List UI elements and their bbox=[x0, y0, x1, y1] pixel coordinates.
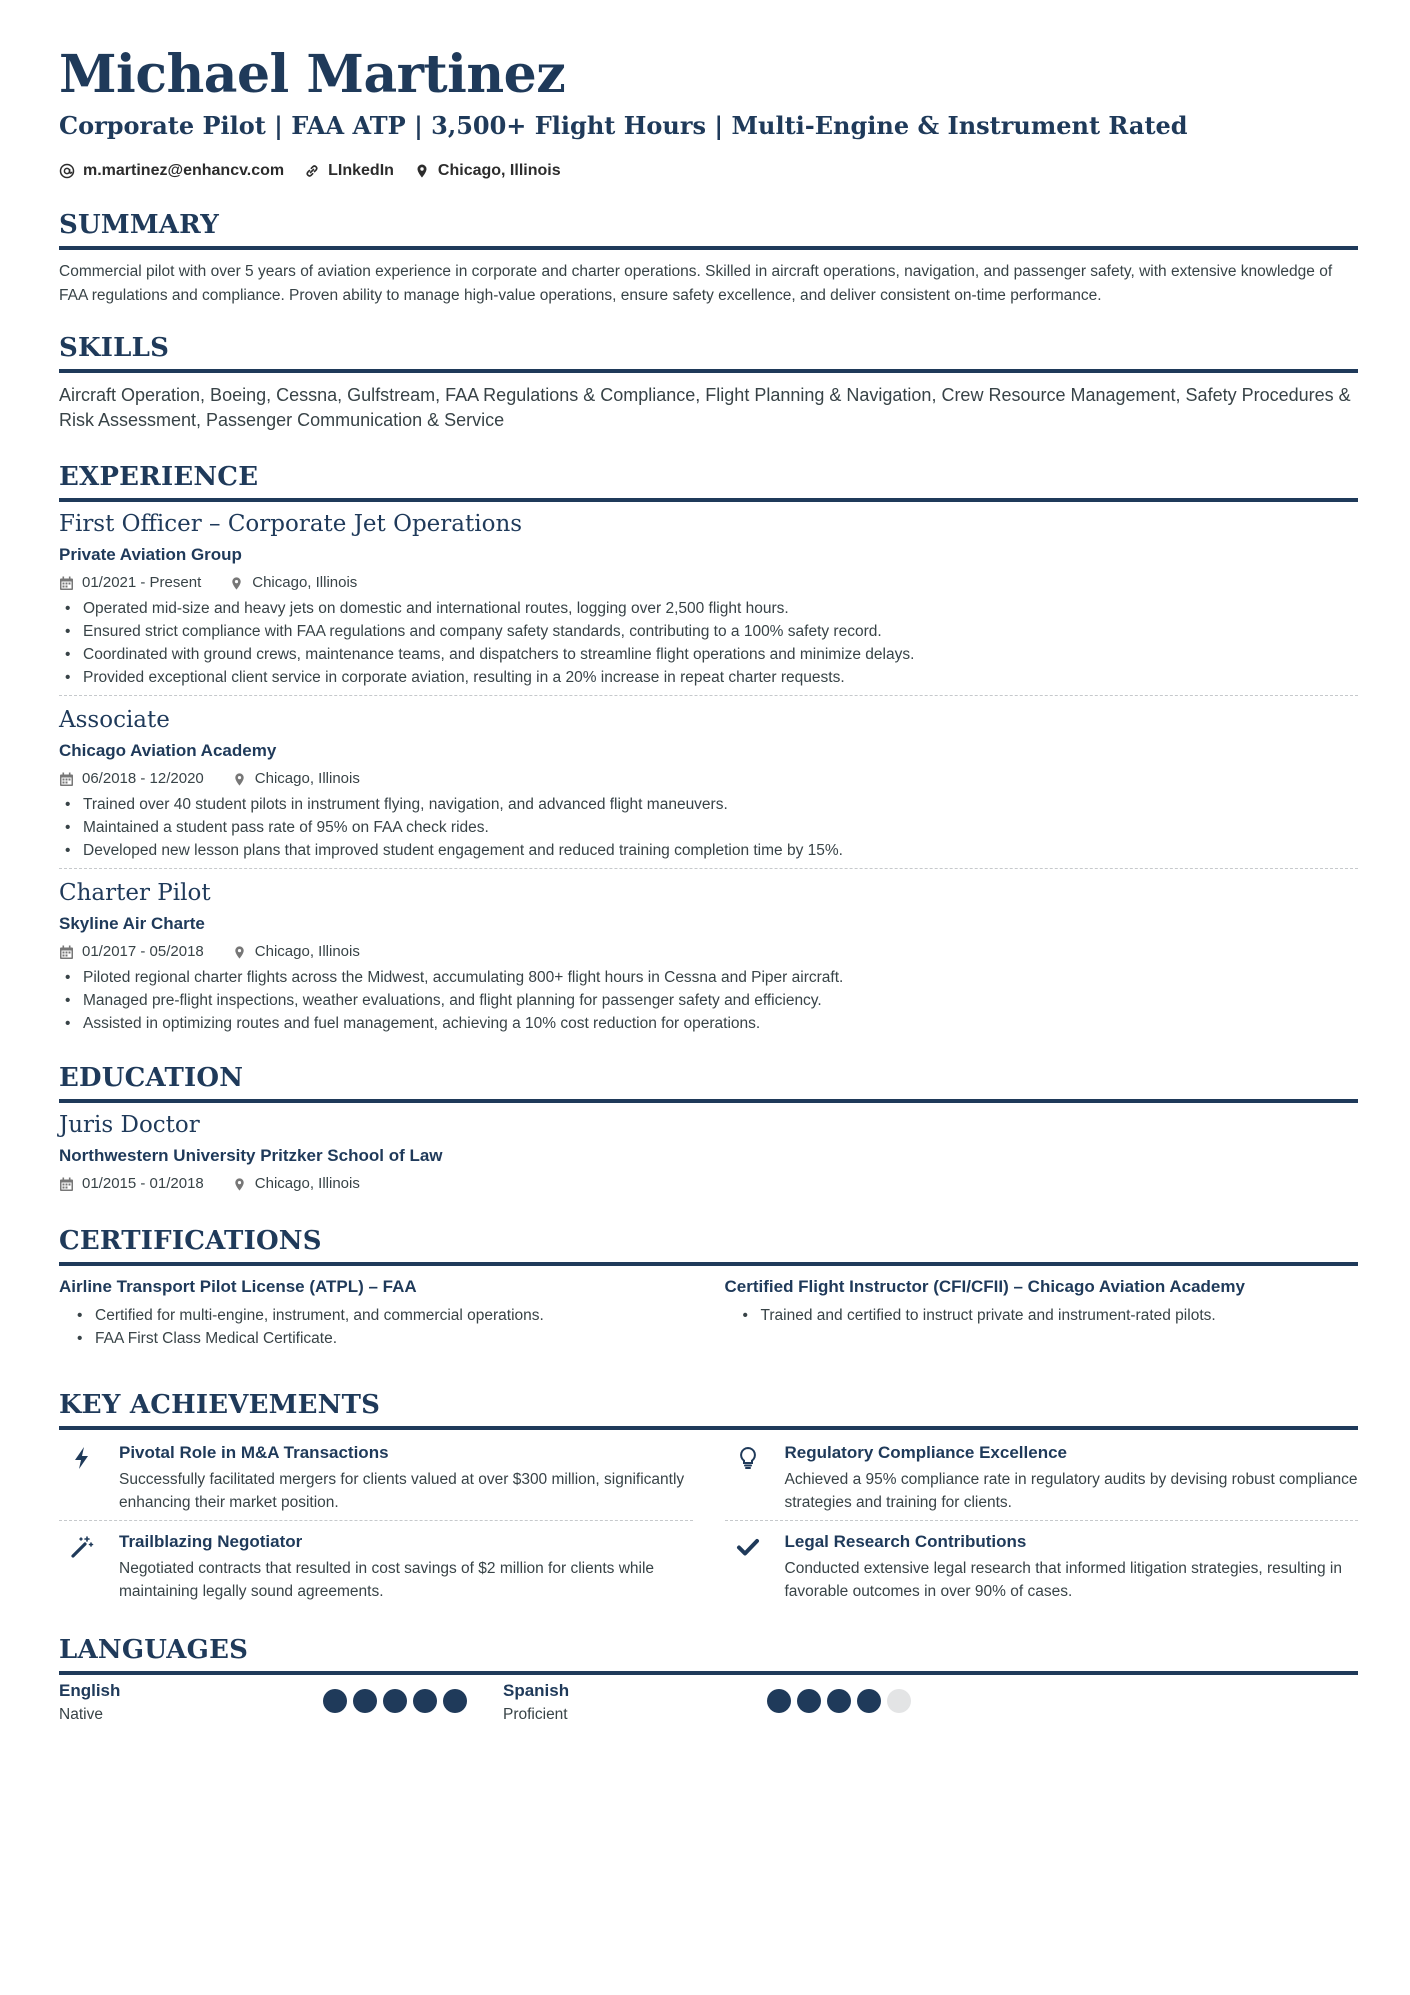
calendar-icon bbox=[59, 1177, 74, 1192]
achievement-title: Legal Research Contributions bbox=[784, 1532, 1027, 1551]
job-meta bbox=[59, 571, 1358, 595]
contact-linkedin-text: LInkedIn bbox=[328, 162, 394, 179]
rating-dot-filled bbox=[797, 1689, 821, 1713]
job-entry bbox=[59, 695, 1358, 868]
achievements-grid bbox=[59, 1436, 1358, 1609]
achievements-section bbox=[59, 1388, 1358, 1609]
certification-bullets bbox=[725, 1304, 1359, 1327]
rating-dot-filled bbox=[323, 1689, 347, 1713]
language-rating bbox=[323, 1679, 467, 1727]
job-bullets bbox=[59, 793, 1358, 862]
contact-email[interactable] bbox=[59, 162, 284, 180]
rating-dot-filled bbox=[353, 1689, 377, 1713]
language-rating bbox=[767, 1679, 911, 1727]
achievements-heading: KEY ACHIEVEMENTS bbox=[59, 1390, 381, 1420]
languages-row bbox=[59, 1679, 1358, 1727]
skills-text: Aircraft Operation, Boeing, Cessna, Gulfstream, FAA Regulations & Compliance, Flight Planning & Navigation, Crew Resource Management, Safety Procedures & Risk Assessment, Passenger Communication & Service bbox=[59, 385, 1351, 430]
education-dates-text: 01/2015 - 01/2018 bbox=[82, 1175, 204, 1192]
rating-dot-filled bbox=[383, 1689, 407, 1713]
location-pin-icon bbox=[414, 163, 430, 179]
language-level: Native bbox=[59, 1706, 103, 1723]
certification-title: Airline Transport Pilot License (ATPL) – FAA bbox=[59, 1277, 417, 1296]
job-bullet: • Assisted in optimizing routes and fuel management, achieving a 10% cost reduction for operations. bbox=[59, 1012, 1358, 1035]
language-text bbox=[503, 1679, 767, 1727]
job-bullet: • Ensured strict compliance with FAA regulations and company safety standards, contributing to a 100% safety record. bbox=[59, 620, 1358, 643]
section-divider bbox=[59, 1671, 1358, 1675]
achievement-title: Trailblazing Negotiator bbox=[119, 1532, 303, 1551]
language-text bbox=[59, 1679, 323, 1727]
job-location bbox=[232, 767, 360, 791]
rating-dot-filled bbox=[827, 1689, 851, 1713]
language-item bbox=[59, 1679, 503, 1727]
job-meta bbox=[59, 767, 1358, 791]
job-location-text: Chicago, Illinois bbox=[254, 770, 360, 787]
section-divider bbox=[59, 369, 1358, 373]
certifications-heading: CERTIFICATIONS bbox=[59, 1226, 322, 1256]
language-name: Spanish bbox=[503, 1681, 570, 1700]
certifications-section bbox=[59, 1224, 1358, 1350]
job-dates bbox=[59, 940, 204, 964]
job-company: Private Aviation Group bbox=[59, 545, 242, 564]
lightbulb-icon bbox=[736, 1446, 760, 1470]
achievement-body bbox=[785, 1529, 1359, 1603]
job-company: Skyline Air Charte bbox=[59, 914, 205, 933]
job-entry bbox=[59, 868, 1358, 1041]
certification-bullet: • Certified for multi-engine, instrument, and commercial operations. bbox=[59, 1304, 693, 1327]
achievement-body bbox=[119, 1529, 693, 1603]
languages-heading: LANGUAGES bbox=[59, 1635, 249, 1665]
education-location-text: Chicago, Illinois bbox=[254, 1175, 360, 1192]
certification-item bbox=[59, 1274, 693, 1350]
job-bullet: • Piloted regional charter flights across the Midwest, accumulating 800+ flight hours in Cessna and Piper aircraft. bbox=[59, 966, 1358, 989]
resume-header bbox=[59, 40, 1358, 182]
education-meta bbox=[59, 1172, 1358, 1196]
achievement-item bbox=[59, 1436, 693, 1521]
achievement-title: Pivotal Role in M&A Transactions bbox=[119, 1443, 389, 1462]
achievement-icon-wrap bbox=[59, 1440, 105, 1514]
location-pin-icon bbox=[229, 576, 244, 591]
section-divider bbox=[59, 1099, 1358, 1103]
contact-bar bbox=[59, 160, 1358, 182]
experience-section bbox=[59, 460, 1358, 1041]
experience-heading: EXPERIENCE bbox=[59, 462, 259, 492]
candidate-headline: Corporate Pilot | FAA ATP | 3,500+ Flight Hours | Multi-Engine & Instrument Rated bbox=[59, 111, 1188, 140]
contact-location-text: Chicago, Illinois bbox=[437, 162, 561, 179]
rating-dot-filled bbox=[857, 1689, 881, 1713]
job-bullets bbox=[59, 966, 1358, 1035]
calendar-icon bbox=[59, 772, 74, 787]
job-title: First Officer – Corporate Jet Operations bbox=[59, 511, 523, 537]
certification-bullets bbox=[59, 1304, 693, 1350]
languages-section bbox=[59, 1633, 1358, 1727]
rating-dot-filled bbox=[767, 1689, 791, 1713]
magic-wand-icon bbox=[70, 1535, 94, 1559]
lightning-bolt-icon bbox=[70, 1446, 94, 1470]
education-heading: EDUCATION bbox=[59, 1063, 244, 1093]
achievement-icon-wrap bbox=[725, 1529, 771, 1603]
skills-heading: SKILLS bbox=[59, 333, 170, 363]
job-location-text: Chicago, Illinois bbox=[254, 943, 360, 960]
job-bullet: • Maintained a student pass rate of 95% on FAA check rides. bbox=[59, 816, 1358, 839]
checkmark-icon bbox=[736, 1535, 760, 1559]
section-divider bbox=[59, 498, 1358, 502]
job-bullet: • Provided exceptional client service in corporate aviation, resulting in a 20% increase in repeat charter requests. bbox=[59, 666, 1358, 689]
certification-title: Certified Flight Instructor (CFI/CFII) – Chicago Aviation Academy bbox=[724, 1277, 1245, 1296]
rating-dot-filled bbox=[413, 1689, 437, 1713]
language-level: Proficient bbox=[503, 1706, 568, 1723]
job-bullet: • Developed new lesson plans that improved student engagement and reduced training completion time by 15%. bbox=[59, 839, 1358, 862]
summary-section bbox=[59, 208, 1358, 307]
rating-dot-filled bbox=[443, 1689, 467, 1713]
job-dates bbox=[59, 767, 204, 791]
section-divider bbox=[59, 1426, 1358, 1430]
job-location bbox=[232, 940, 360, 964]
location-pin-icon bbox=[232, 1177, 247, 1192]
rating-dot-empty bbox=[887, 1689, 911, 1713]
job-location bbox=[229, 571, 357, 595]
section-divider bbox=[59, 1262, 1358, 1266]
job-bullet: • Operated mid-size and heavy jets on domestic and international routes, logging over 2,500 flight hours. bbox=[59, 597, 1358, 620]
certification-item bbox=[725, 1274, 1359, 1350]
link-icon bbox=[304, 163, 320, 179]
job-company: Chicago Aviation Academy bbox=[59, 741, 277, 760]
education-degree: Juris Doctor bbox=[59, 1112, 200, 1138]
achievement-icon-wrap bbox=[59, 1529, 105, 1603]
education-location bbox=[232, 1172, 360, 1196]
education-dates bbox=[59, 1172, 204, 1196]
achievement-desc: Successfully facilitated mergers for clients valued at over $300 million, significantly enhancing their market position. bbox=[119, 1471, 685, 1511]
location-pin-icon bbox=[232, 945, 247, 960]
achievement-desc: Conducted extensive legal research that informed litigation strategies, resulting in favorable outcomes in over 90% of cases. bbox=[784, 1560, 1342, 1600]
contact-linkedin[interactable] bbox=[304, 162, 394, 180]
achievement-desc: Negotiated contracts that resulted in cost savings of $2 million for clients while maintaining legally sound agreements. bbox=[119, 1560, 655, 1600]
resume-page bbox=[59, 40, 1358, 1727]
skills-section bbox=[59, 331, 1358, 432]
section-divider bbox=[59, 246, 1358, 250]
summary-text: Commercial pilot with over 5 years of aviation experience in corporate and charter operations. Skilled in aircraft operations, navigation, and passenger safety, with extensive knowledge of FAA regulations and compliance. Proven ability to manage high-value operations, ensure safety excellence, and deliver consistent on-time performance. bbox=[59, 263, 1333, 304]
certification-bullet: • FAA First Class Medical Certificate. bbox=[59, 1327, 693, 1350]
calendar-icon bbox=[59, 576, 74, 591]
job-bullet: • Managed pre-flight inspections, weather evaluations, and flight planning for passenger safety and efficiency. bbox=[59, 989, 1358, 1012]
job-dates-text: 01/2021 - Present bbox=[82, 574, 202, 591]
job-entry bbox=[59, 508, 1358, 695]
summary-heading: SUMMARY bbox=[59, 210, 219, 240]
contact-location bbox=[414, 162, 561, 180]
job-bullet: • Trained over 40 student pilots in instrument flying, navigation, and advanced flight maneuvers. bbox=[59, 793, 1358, 816]
achievement-item bbox=[725, 1521, 1359, 1609]
calendar-icon bbox=[59, 945, 74, 960]
language-item bbox=[503, 1679, 947, 1727]
education-school: Northwestern University Pritzker School of Law bbox=[59, 1146, 443, 1165]
contact-email-text: m.martinez@enhancv.com bbox=[83, 162, 285, 179]
job-title: Charter Pilot bbox=[59, 880, 211, 906]
achievement-body bbox=[785, 1440, 1359, 1514]
at-icon bbox=[59, 163, 75, 179]
candidate-name: Michael Martinez bbox=[59, 44, 566, 105]
job-dates-text: 01/2017 - 05/2018 bbox=[82, 943, 204, 960]
job-dates bbox=[59, 571, 201, 595]
language-name: English bbox=[59, 1681, 121, 1700]
education-section bbox=[59, 1061, 1358, 1196]
achievement-body bbox=[119, 1440, 693, 1514]
job-bullet: • Coordinated with ground crews, maintenance teams, and dispatchers to streamline flight operations and minimize delays. bbox=[59, 643, 1358, 666]
certifications-grid bbox=[59, 1274, 1358, 1350]
achievement-item bbox=[59, 1521, 693, 1609]
job-meta bbox=[59, 940, 1358, 964]
job-bullets bbox=[59, 597, 1358, 689]
job-location-text: Chicago, Illinois bbox=[252, 574, 358, 591]
achievement-icon-wrap bbox=[725, 1440, 771, 1514]
certification-bullet: • Trained and certified to instruct private and instrument-rated pilots. bbox=[725, 1304, 1359, 1327]
location-pin-icon bbox=[232, 772, 247, 787]
achievement-item bbox=[725, 1436, 1359, 1521]
job-dates-text: 06/2018 - 12/2020 bbox=[82, 770, 204, 787]
achievement-title: Regulatory Compliance Excellence bbox=[784, 1443, 1067, 1462]
achievement-desc: Achieved a 95% compliance rate in regulatory audits by devising robust compliance strategies and training for clients. bbox=[784, 1471, 1358, 1511]
job-title: Associate bbox=[59, 707, 170, 733]
